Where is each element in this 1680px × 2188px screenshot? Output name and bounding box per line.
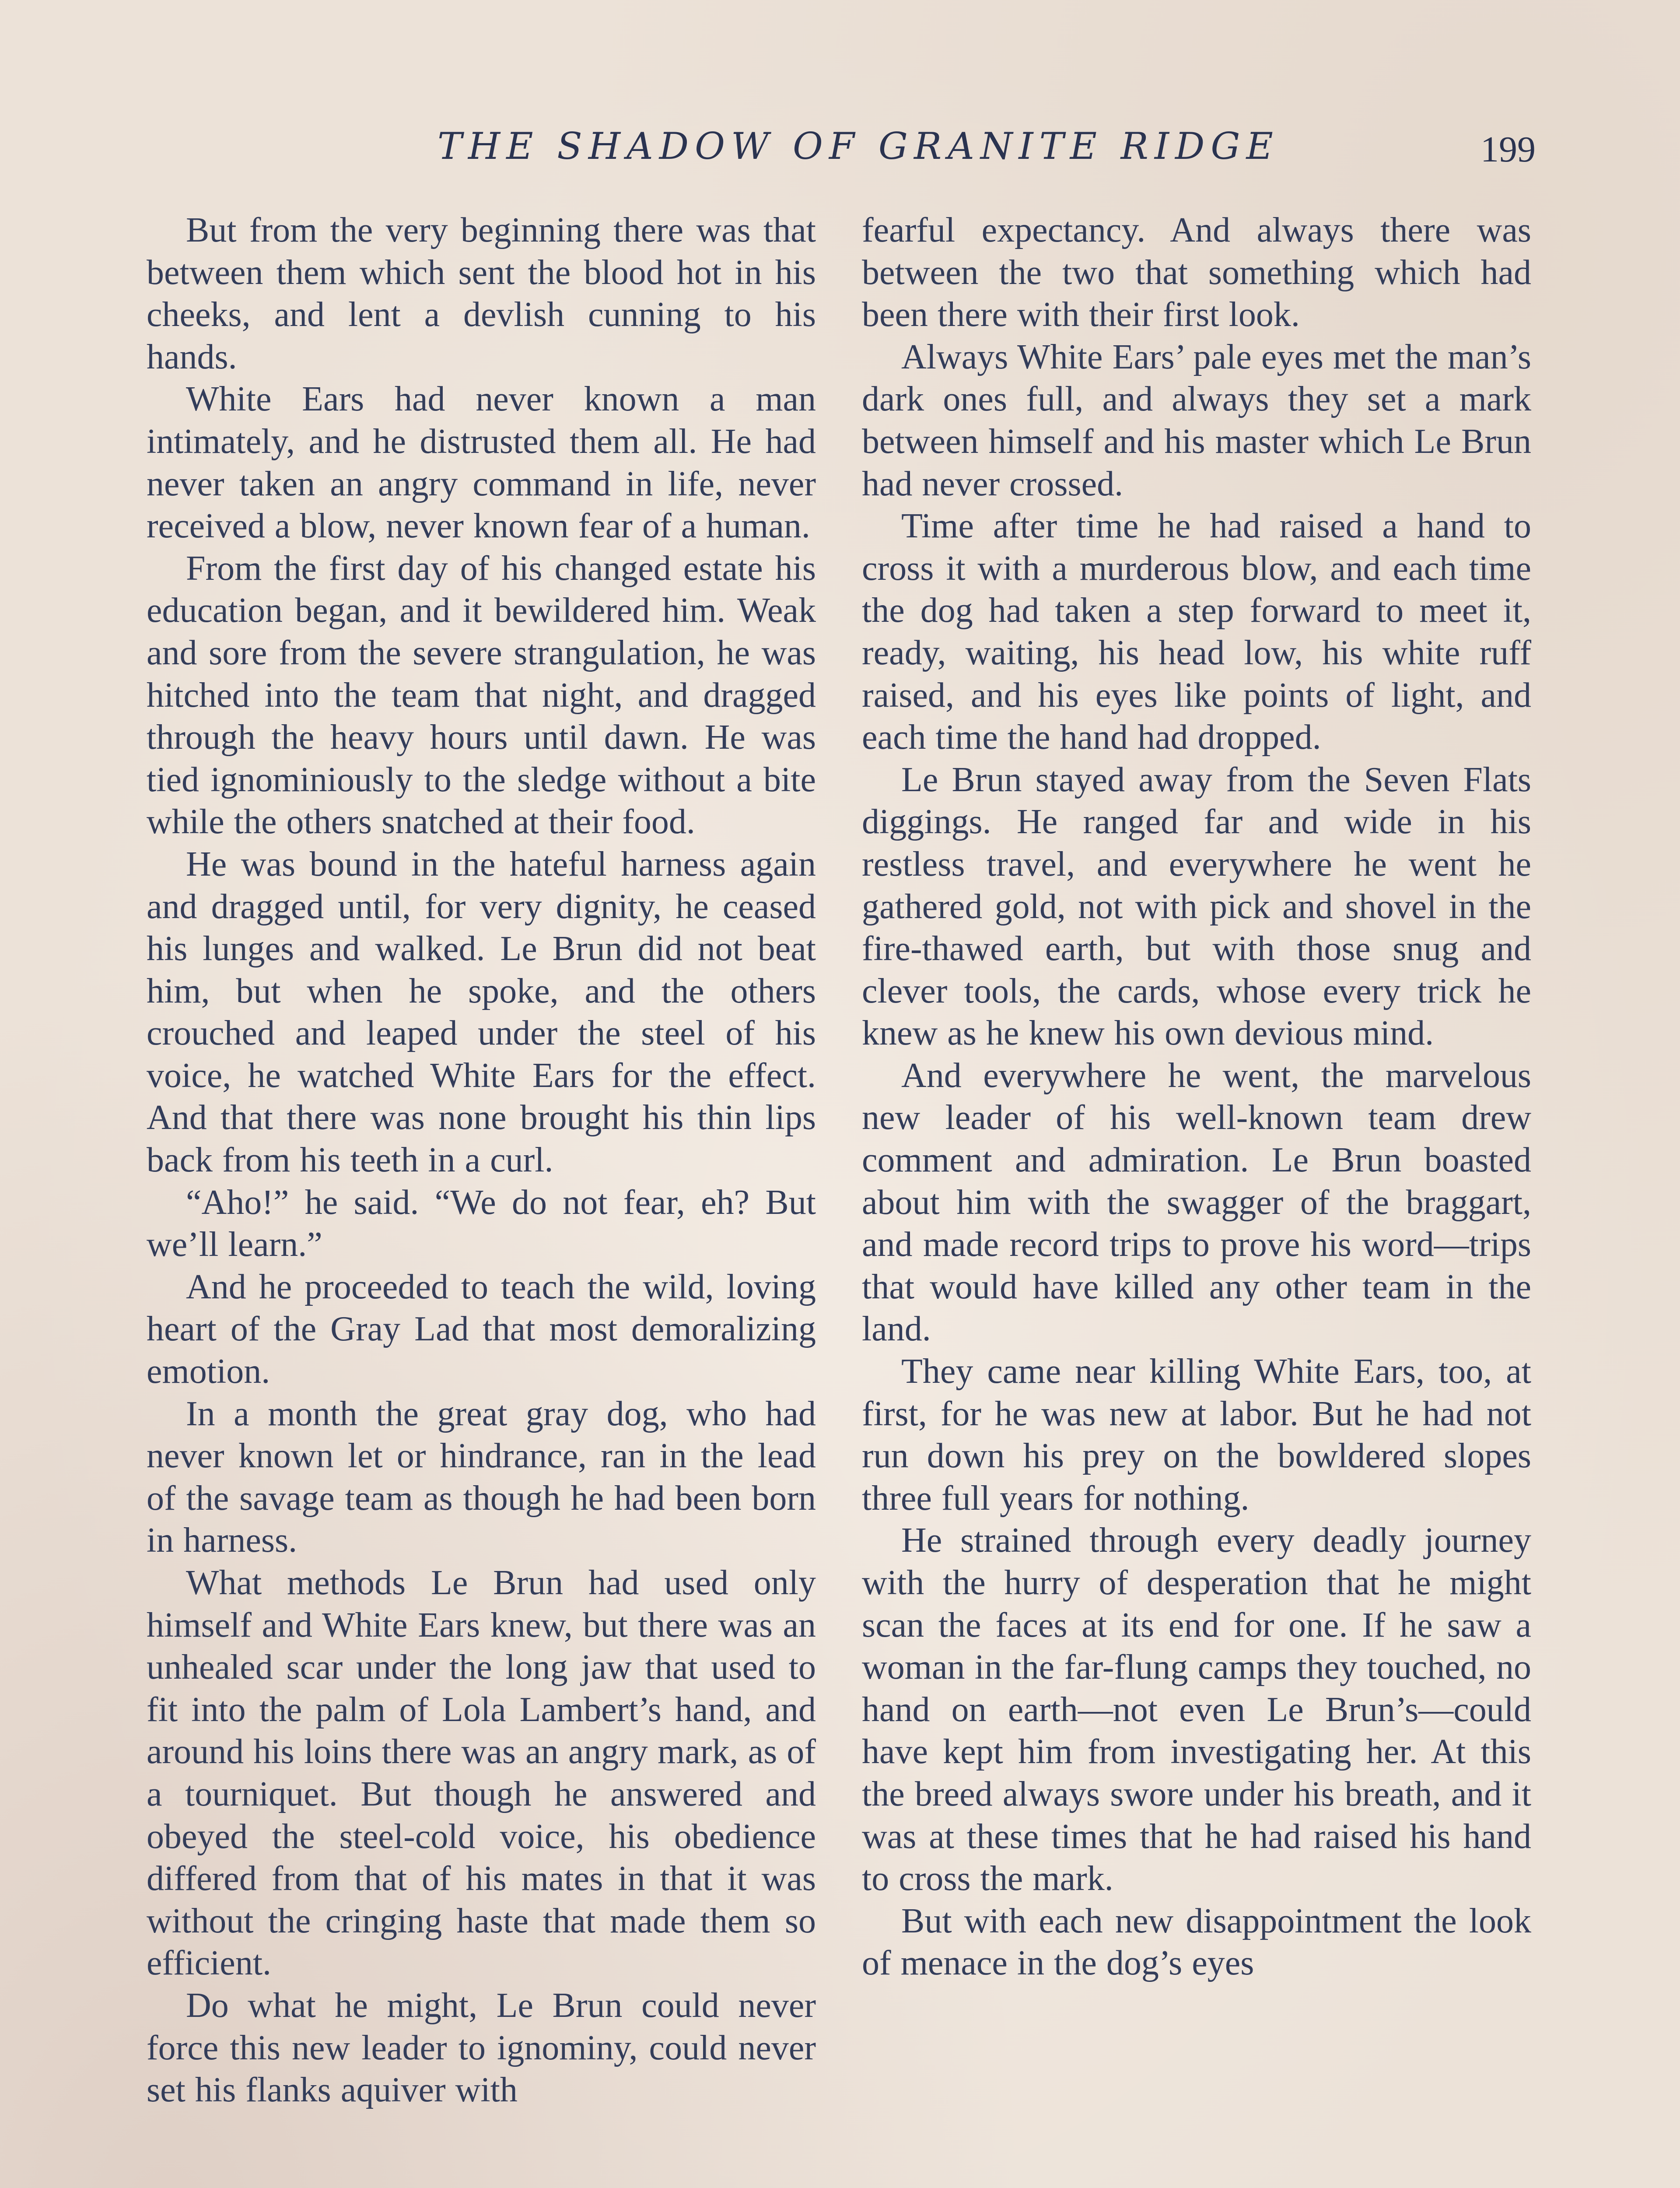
paragraph: From the first day of his changed estate his education began, and it bewildered him. Weak and sore from the severe strangulation, he was hitched into the team that night, and dragged through the heavy hours until dawn. He was tied ignominiously to the sledge without a bite while the others snatched at their food. [147, 549, 816, 842]
paragraph: “Aho!” he said. “We do not fear, eh? But we’ll learn.” [147, 1183, 816, 1264]
paragraph: Always White Ears’ pale eyes met the man’s dark ones full, and always they set a mark between himself and his master which Le Brun had never crossed. [862, 337, 1531, 503]
running-title: THE SHADOW OF GRANITE RIDGE [438, 125, 1279, 168]
paragraph: Le Brun stayed away from the Seven Flats diggings. He ranged far and wide in his restless travel, and everywhere he went he gathered gold, not with pick and shovel in the fire-thawed earth, but with those snug and clever tools, the cards, whose every trick he knew as he knew his own devious mind. [862, 760, 1531, 1053]
paragraph: Do what he might, Le Brun could never force this new leader to ignominy, could never set his flanks aquiver with [147, 1986, 816, 2110]
paragraph-continuation: fearful expectancy. And always there was between the two that something which had been there with their first look. [862, 211, 1531, 334]
page-header [0, 125, 1680, 182]
paragraph: But from the very beginning there was that between them which sent the blood hot in his cheeks, and lent a devlish cunning to his hands. [147, 211, 816, 376]
paragraph: White Ears had never known a man intimately, and he distrusted them all. He had never taken an angry command in life, never received a blow, never known fear of a human. [147, 380, 816, 546]
paragraph: But with each new disappointment the look of menace in the dog’s eyes [862, 1901, 1531, 1983]
right-column [862, 209, 1531, 1985]
paragraph: He strained through every deadly journey with the hurry of desperation that he might scan the faces at its end for one. If he saw a woman in the far-flung camps they touched, no hand on earth—not even Le Brun’s—could have kept him from investigating her. At this the breed always swore under his breath, and it was at these times that he had raised his hand to cross the mark. [862, 1521, 1531, 1898]
paragraph: Time after time he had raised a hand to cross it with a murderous blow, and each time the dog had taken a step forward to meet it, ready, waiting, his head low, his white ruff raised, and his eyes like points of light, and each time the hand had dropped. [862, 507, 1531, 757]
left-column [147, 209, 816, 2111]
paragraph: And everywhere he went, the marvelous new leader of his well-known team drew comment and admiration. Le Brun boasted about him with the swagger of the braggart, and made record trips to prove his word—trips that would have killed any other team in the land. [862, 1056, 1531, 1349]
paragraph: He was bound in the hateful harness again and dragged until, for very dignity, he ceased his lunges and walked. Le Brun did not beat him, but when he spoke, and the others crouched and leaped under the steel of his voice, he watched White Ears for the effect. And that there was none brought his thin lips back from his teeth in a curl. [147, 845, 816, 1180]
page-number: 199 [1480, 129, 1536, 170]
paragraph: And he proceeded to teach the wild, loving heart of the Gray Lad that most demoralizing emotion. [147, 1267, 816, 1391]
paragraph: They came near killing White Ears, too, at first, for he was new at labor. But he had not run down his prey on the bowldered slopes three full years for nothing. [862, 1352, 1531, 1518]
paragraph: What methods Le Brun had used only himself and White Ears knew, but there was an unhealed scar under the long jaw that used to fit into the palm of Lola Lambert’s hand, and around his loins there was an angry mark, as of a tourniquet. But though he answered and obeyed the steel-cold voice, his obedience differed from that of his mates in that it was without the cringing haste that made them so efficient. [147, 1564, 816, 1983]
paragraph: In a month the great gray dog, who had never known let or hindrance, ran in the lead of the savage team as though he had been born in harness. [147, 1394, 816, 1560]
